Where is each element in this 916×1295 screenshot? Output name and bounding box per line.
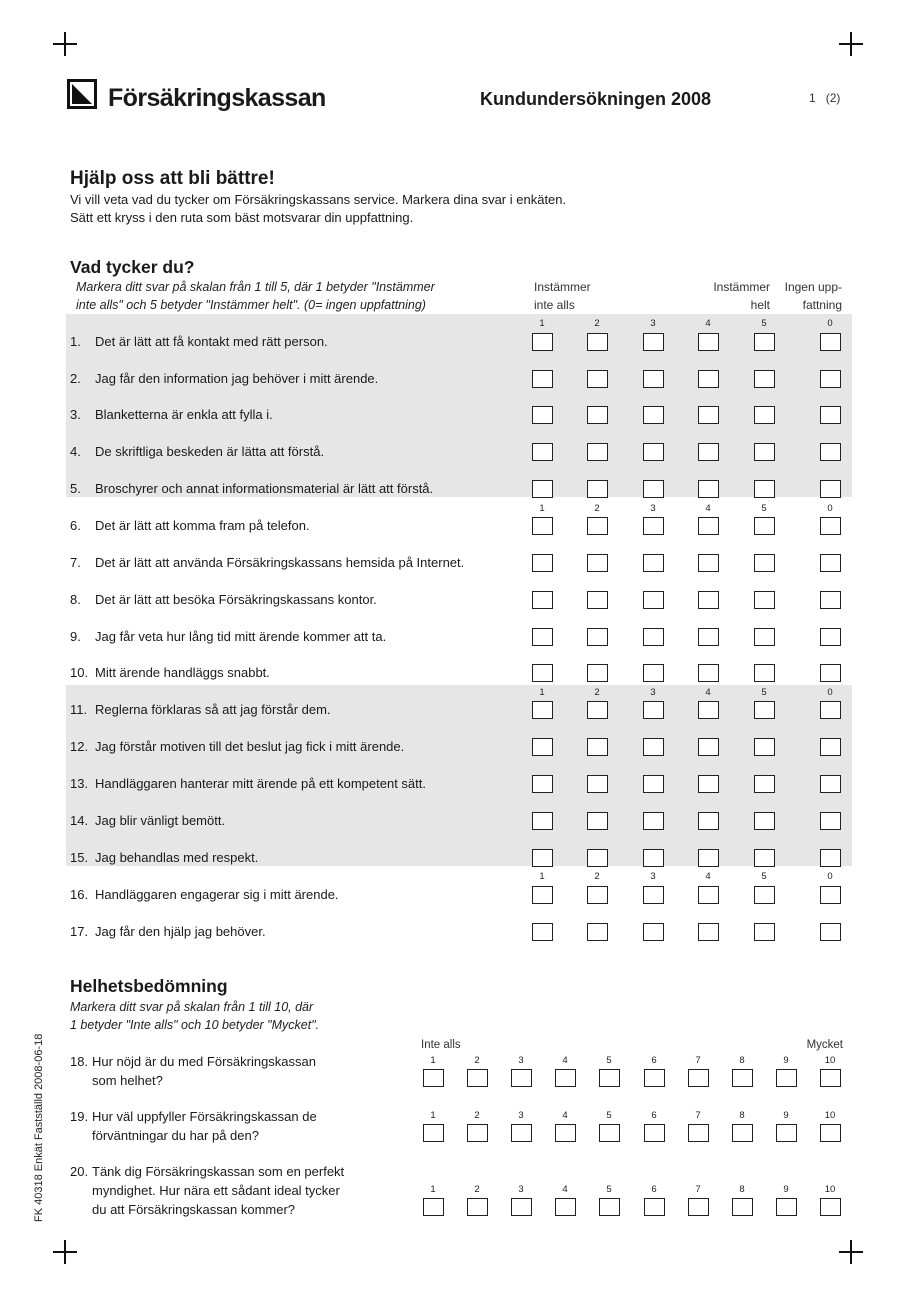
answer-checkbox-q9-option-5[interactable] bbox=[754, 628, 775, 646]
scale-number: 10 bbox=[824, 1110, 836, 1121]
answer-checkbox-q20-option-7[interactable] bbox=[688, 1198, 709, 1216]
answer-checkbox-q20-option-10[interactable] bbox=[820, 1198, 841, 1216]
scale-number: 3 bbox=[650, 687, 656, 698]
answer-checkbox-q10-option-2[interactable] bbox=[587, 664, 608, 682]
question-number: 7. bbox=[70, 555, 81, 570]
question-text: Jag får den information jag behöver i mitt ärende. bbox=[95, 371, 379, 386]
answer-checkbox-q13-option-2[interactable] bbox=[587, 775, 608, 793]
scale-number: 1 bbox=[430, 1110, 436, 1121]
answer-checkbox-q18-option-2[interactable] bbox=[467, 1069, 488, 1087]
question-text: Det är lätt att använda Försäkringskassans hemsida på Internet. bbox=[95, 555, 465, 570]
question-row bbox=[70, 850, 258, 865]
answer-checkbox-q11-option-0[interactable] bbox=[820, 701, 841, 719]
logo-text: Försäkringskassan bbox=[108, 84, 326, 112]
scale-number: 7 bbox=[695, 1055, 701, 1066]
question-number: 10. bbox=[70, 665, 89, 680]
question-number: 8. bbox=[70, 592, 81, 607]
question-number: 3. bbox=[70, 407, 81, 422]
scale-number: 5 bbox=[761, 871, 767, 882]
scale-label-none bbox=[772, 278, 842, 314]
answer-checkbox-q19-option-1[interactable] bbox=[423, 1124, 444, 1142]
scale-number: 3 bbox=[650, 318, 656, 329]
answer-checkbox-q8-option-0[interactable] bbox=[820, 591, 841, 609]
answer-checkbox-q18-option-9[interactable] bbox=[776, 1069, 797, 1087]
answer-checkbox-q19-option-2[interactable] bbox=[467, 1124, 488, 1142]
scale-number: 3 bbox=[650, 503, 656, 514]
question-text: myndighet. Hur nära ett sådant ideal tycker bbox=[92, 1183, 340, 1198]
answer-checkbox-q4-option-4[interactable] bbox=[698, 443, 719, 461]
answer-checkbox-q12-option-3[interactable] bbox=[643, 738, 664, 756]
question-block bbox=[70, 1052, 316, 1090]
logo-icon bbox=[67, 79, 97, 109]
answer-checkbox-q4-option-2[interactable] bbox=[587, 443, 608, 461]
answer-checkbox-q9-option-1[interactable] bbox=[532, 628, 553, 646]
instruction-line: Markera ditt svar på skalan från 1 till 10, där bbox=[70, 1000, 314, 1014]
answer-checkbox-q12-option-2[interactable] bbox=[587, 738, 608, 756]
scale-number: 1 bbox=[539, 687, 545, 698]
answer-checkbox-q16-option-1[interactable] bbox=[532, 886, 553, 904]
answer-checkbox-q19-option-3[interactable] bbox=[511, 1124, 532, 1142]
answer-checkbox-q2-option-2[interactable] bbox=[587, 370, 608, 388]
answer-checkbox-q8-option-4[interactable] bbox=[698, 591, 719, 609]
question-number: 14. bbox=[70, 813, 89, 828]
answer-checkbox-q5-option-5[interactable] bbox=[754, 480, 775, 498]
scale-number: 2 bbox=[474, 1055, 480, 1066]
scale-number: 4 bbox=[705, 687, 711, 698]
answer-checkbox-q16-option-3[interactable] bbox=[643, 886, 664, 904]
answer-checkbox-q12-option-4[interactable] bbox=[698, 738, 719, 756]
scale-number: 9 bbox=[783, 1055, 789, 1066]
answer-checkbox-q1-option-3[interactable] bbox=[643, 333, 664, 351]
answer-checkbox-q3-option-1[interactable] bbox=[532, 406, 553, 424]
question-row bbox=[70, 518, 310, 533]
question-text: förväntningar du har på den? bbox=[92, 1128, 259, 1143]
scale-number: 6 bbox=[651, 1184, 657, 1195]
section-instruction bbox=[76, 278, 435, 314]
question-text: Blanketterna är enkla att fylla i. bbox=[95, 407, 273, 422]
question-text: Reglerna förklaras så att jag förstår dem. bbox=[95, 702, 331, 717]
scale-number: 2 bbox=[594, 687, 600, 698]
answer-checkbox-q14-option-0[interactable] bbox=[820, 812, 841, 830]
scale-number: 0 bbox=[827, 687, 833, 698]
intro-line: Vi vill veta vad du tycker om Försäkringskassans service. Markera dina svar i enkäten. bbox=[70, 192, 567, 207]
intro-text bbox=[70, 191, 566, 227]
question-number: 2. bbox=[70, 371, 81, 386]
answer-checkbox-q14-option-3[interactable] bbox=[643, 812, 664, 830]
answer-checkbox-q11-option-2[interactable] bbox=[587, 701, 608, 719]
answer-checkbox-q19-option-7[interactable] bbox=[688, 1124, 709, 1142]
answer-checkbox-q6-option-5[interactable] bbox=[754, 517, 775, 535]
answer-checkbox-q8-option-2[interactable] bbox=[587, 591, 608, 609]
scale-number: 2 bbox=[474, 1184, 480, 1195]
scale-number: 6 bbox=[651, 1110, 657, 1121]
page-number: 1 bbox=[809, 91, 816, 105]
section-heading-opinion: Vad tycker du? bbox=[70, 257, 195, 277]
question-line bbox=[70, 1126, 317, 1145]
question-number: 5. bbox=[70, 481, 81, 496]
scale-label-line: helt bbox=[750, 298, 770, 312]
answer-checkbox-q14-option-5[interactable] bbox=[754, 812, 775, 830]
answer-checkbox-q10-option-5[interactable] bbox=[754, 664, 775, 682]
section-heading-overall: Helhetsbedömning bbox=[70, 976, 228, 996]
answer-checkbox-q20-option-1[interactable] bbox=[423, 1198, 444, 1216]
answer-checkbox-q7-option-2[interactable] bbox=[587, 554, 608, 572]
answer-checkbox-q18-option-1[interactable] bbox=[423, 1069, 444, 1087]
answer-checkbox-q18-option-3[interactable] bbox=[511, 1069, 532, 1087]
answer-checkbox-q15-option-5[interactable] bbox=[754, 849, 775, 867]
question-number: 20. bbox=[70, 1164, 89, 1179]
scale-number: 3 bbox=[518, 1055, 524, 1066]
answer-checkbox-q12-option-0[interactable] bbox=[820, 738, 841, 756]
question-text: De skriftliga beskeden är lätta att förstå. bbox=[95, 444, 325, 459]
scale-number: 7 bbox=[695, 1184, 701, 1195]
crop-mark-top-left bbox=[53, 32, 77, 56]
scale-number: 4 bbox=[705, 871, 711, 882]
question-block bbox=[70, 1162, 344, 1219]
answer-checkbox-q15-option-2[interactable] bbox=[587, 849, 608, 867]
question-number: 13. bbox=[70, 776, 89, 791]
answer-checkbox-q10-option-1[interactable] bbox=[532, 664, 553, 682]
answer-checkbox-q2-option-0[interactable] bbox=[820, 370, 841, 388]
scale-number: 2 bbox=[594, 503, 600, 514]
answer-checkbox-q8-option-5[interactable] bbox=[754, 591, 775, 609]
question-row bbox=[70, 407, 273, 422]
answer-checkbox-q15-option-1[interactable] bbox=[532, 849, 553, 867]
question-row bbox=[70, 739, 404, 754]
answer-checkbox-q16-option-4[interactable] bbox=[698, 886, 719, 904]
scale-number: 8 bbox=[739, 1110, 745, 1121]
question-row bbox=[70, 555, 464, 570]
answer-checkbox-q13-option-3[interactable] bbox=[643, 775, 664, 793]
answer-checkbox-q7-option-5[interactable] bbox=[754, 554, 775, 572]
scale-label-line: inte alls bbox=[534, 298, 575, 312]
scale-label-low bbox=[534, 278, 591, 314]
answer-checkbox-q5-option-2[interactable] bbox=[587, 480, 608, 498]
scale-number: 5 bbox=[606, 1055, 612, 1066]
scale-number: 8 bbox=[739, 1184, 745, 1195]
scale-number: 5 bbox=[606, 1184, 612, 1195]
answer-checkbox-q11-option-4[interactable] bbox=[698, 701, 719, 719]
scale-number: 8 bbox=[739, 1055, 745, 1066]
scale-number: 4 bbox=[562, 1110, 568, 1121]
scale-number: 4 bbox=[705, 318, 711, 329]
answer-checkbox-q4-option-1[interactable] bbox=[532, 443, 553, 461]
question-row bbox=[70, 334, 328, 349]
question-text: Jag blir vänligt bemött. bbox=[95, 813, 226, 828]
page-total: (2) bbox=[825, 91, 841, 105]
instruction-line: inte alls" och 5 betyder "Instämmer helt". (0= ingen uppfattning) bbox=[76, 298, 426, 312]
scale-number: 2 bbox=[594, 318, 600, 329]
answer-checkbox-q9-option-4[interactable] bbox=[698, 628, 719, 646]
answer-checkbox-q15-option-4[interactable] bbox=[698, 849, 719, 867]
answer-checkbox-q19-option-9[interactable] bbox=[776, 1124, 797, 1142]
question-text: Det är lätt att besöka Försäkringskassans kontor. bbox=[95, 592, 377, 607]
question-text: Hur nöjd är du med Försäkringskassan bbox=[92, 1054, 316, 1069]
answer-checkbox-q8-option-3[interactable] bbox=[643, 591, 664, 609]
question-text: Det är lätt att få kontakt med rätt person. bbox=[95, 334, 328, 349]
crop-mark-top-right bbox=[839, 32, 863, 56]
answer-checkbox-q13-option-4[interactable] bbox=[698, 775, 719, 793]
answer-checkbox-q19-option-5[interactable] bbox=[599, 1124, 620, 1142]
scale-number: 4 bbox=[562, 1184, 568, 1195]
scale-number: 5 bbox=[761, 503, 767, 514]
answer-checkbox-q17-option-4[interactable] bbox=[698, 923, 719, 941]
scale-label-line: Instämmer bbox=[713, 280, 770, 294]
question-line bbox=[70, 1162, 344, 1181]
document-title: Kundundersökningen 2008 bbox=[480, 89, 712, 109]
answer-checkbox-q1-option-0[interactable] bbox=[820, 333, 841, 351]
answer-checkbox-q20-option-6[interactable] bbox=[644, 1198, 665, 1216]
question-number: 9. bbox=[70, 629, 81, 644]
answer-checkbox-q1-option-4[interactable] bbox=[698, 333, 719, 351]
question-number: 4. bbox=[70, 444, 81, 459]
answer-checkbox-q5-option-0[interactable] bbox=[820, 480, 841, 498]
question-line bbox=[70, 1107, 317, 1126]
answer-checkbox-q3-option-0[interactable] bbox=[820, 406, 841, 424]
answer-checkbox-q20-option-2[interactable] bbox=[467, 1198, 488, 1216]
answer-checkbox-q18-option-10[interactable] bbox=[820, 1069, 841, 1087]
question-block bbox=[70, 1107, 317, 1145]
scale-label-line: fattning bbox=[802, 298, 842, 312]
scale-number: 0 bbox=[827, 871, 833, 882]
answer-checkbox-q5-option-4[interactable] bbox=[698, 480, 719, 498]
answer-checkbox-q12-option-5[interactable] bbox=[754, 738, 775, 756]
answer-checkbox-q10-option-3[interactable] bbox=[643, 664, 664, 682]
question-text: Broschyrer och annat informationsmaterial är lätt att förstå. bbox=[95, 481, 434, 496]
scale-number: 5 bbox=[606, 1110, 612, 1121]
question-text: Tänk dig Försäkringskassan som en perfekt bbox=[92, 1164, 345, 1179]
question-number: 16. bbox=[70, 887, 89, 902]
answer-checkbox-q6-option-3[interactable] bbox=[643, 517, 664, 535]
scale-number: 7 bbox=[695, 1110, 701, 1121]
answer-checkbox-q11-option-1[interactable] bbox=[532, 701, 553, 719]
question-number: 17. bbox=[70, 924, 89, 939]
crop-mark-bottom-left bbox=[53, 1240, 77, 1264]
scale-label-line: Instämmer bbox=[534, 280, 591, 294]
question-text: Jag får veta hur lång tid mitt ärende kommer att ta. bbox=[95, 629, 387, 644]
question-text: Handläggaren hanterar mitt ärende på ett kompetent sätt. bbox=[95, 776, 426, 791]
question-row bbox=[70, 371, 378, 386]
question-row bbox=[70, 702, 331, 717]
answer-checkbox-q6-option-4[interactable] bbox=[698, 517, 719, 535]
answer-checkbox-q6-option-0[interactable] bbox=[820, 517, 841, 535]
answer-checkbox-q20-option-3[interactable] bbox=[511, 1198, 532, 1216]
answer-checkbox-q16-option-5[interactable] bbox=[754, 886, 775, 904]
instruction-line: 1 betyder "Inte alls" och 10 betyder "Mycket". bbox=[70, 1018, 320, 1032]
answer-checkbox-q17-option-3[interactable] bbox=[643, 923, 664, 941]
scale-number: 3 bbox=[518, 1184, 524, 1195]
question-number: 19. bbox=[70, 1109, 89, 1124]
question-text: Jag behandlas med respekt. bbox=[95, 850, 259, 865]
answer-checkbox-q16-option-2[interactable] bbox=[587, 886, 608, 904]
section-instruction bbox=[70, 998, 319, 1034]
scale-number: 5 bbox=[761, 318, 767, 329]
scale-number: 0 bbox=[827, 318, 833, 329]
answer-checkbox-q4-option-5[interactable] bbox=[754, 443, 775, 461]
answer-checkbox-q11-option-3[interactable] bbox=[643, 701, 664, 719]
question-text: Hur väl uppfyller Försäkringskassan de bbox=[92, 1109, 317, 1124]
scale-label-low: Inte alls bbox=[421, 1039, 461, 1051]
answer-checkbox-q9-option-2[interactable] bbox=[587, 628, 608, 646]
question-text: Handläggaren engagerar sig i mitt ärende. bbox=[95, 887, 339, 902]
answer-checkbox-q14-option-2[interactable] bbox=[587, 812, 608, 830]
answer-checkbox-q13-option-1[interactable] bbox=[532, 775, 553, 793]
scale-number: 9 bbox=[783, 1184, 789, 1195]
answer-checkbox-q4-option-0[interactable] bbox=[820, 443, 841, 461]
answer-checkbox-q10-option-0[interactable] bbox=[820, 664, 841, 682]
answer-checkbox-q6-option-2[interactable] bbox=[587, 517, 608, 535]
answer-checkbox-q2-option-4[interactable] bbox=[698, 370, 719, 388]
answer-checkbox-q14-option-1[interactable] bbox=[532, 812, 553, 830]
question-row bbox=[70, 813, 225, 828]
answer-checkbox-q5-option-1[interactable] bbox=[532, 480, 553, 498]
question-number: 11. bbox=[70, 702, 88, 717]
question-text: Jag förstår motiven till det beslut jag fick i mitt ärende. bbox=[95, 739, 405, 754]
answer-checkbox-q5-option-3[interactable] bbox=[643, 480, 664, 498]
question-text: Mitt ärende handläggs snabbt. bbox=[95, 665, 270, 680]
question-row bbox=[70, 444, 324, 459]
scale-number: 3 bbox=[650, 871, 656, 882]
scale-label-line: Ingen upp- bbox=[784, 280, 842, 294]
question-row bbox=[70, 776, 426, 791]
answer-checkbox-q19-option-6[interactable] bbox=[644, 1124, 665, 1142]
scale-number: 10 bbox=[824, 1055, 836, 1066]
answer-checkbox-q20-option-8[interactable] bbox=[732, 1198, 753, 1216]
answer-checkbox-q13-option-0[interactable] bbox=[820, 775, 841, 793]
answer-checkbox-q2-option-5[interactable] bbox=[754, 370, 775, 388]
question-number: 6. bbox=[70, 518, 81, 533]
answer-checkbox-q18-option-4[interactable] bbox=[555, 1069, 576, 1087]
answer-checkbox-q11-option-5[interactable] bbox=[754, 701, 775, 719]
scale-number: 3 bbox=[518, 1110, 524, 1121]
answer-checkbox-q3-option-4[interactable] bbox=[698, 406, 719, 424]
scale-number: 1 bbox=[539, 318, 545, 329]
answer-checkbox-q18-option-7[interactable] bbox=[688, 1069, 709, 1087]
answer-checkbox-q20-option-4[interactable] bbox=[555, 1198, 576, 1216]
scale-number: 1 bbox=[539, 871, 545, 882]
question-line bbox=[70, 1200, 344, 1219]
page-indicator bbox=[809, 91, 840, 105]
question-row bbox=[70, 887, 339, 902]
question-text: Jag får den hjälp jag behöver. bbox=[95, 924, 266, 939]
answer-checkbox-q20-option-9[interactable] bbox=[776, 1198, 797, 1216]
answer-checkbox-q13-option-5[interactable] bbox=[754, 775, 775, 793]
answer-checkbox-q2-option-1[interactable] bbox=[532, 370, 553, 388]
instruction-line: Markera ditt svar på skalan från 1 till 5, där 1 betyder "Instämmer bbox=[76, 280, 435, 294]
answer-checkbox-q9-option-3[interactable] bbox=[643, 628, 664, 646]
answer-checkbox-q2-option-3[interactable] bbox=[643, 370, 664, 388]
answer-checkbox-q4-option-3[interactable] bbox=[643, 443, 664, 461]
answer-checkbox-q3-option-3[interactable] bbox=[643, 406, 664, 424]
question-number: 18. bbox=[70, 1054, 89, 1069]
answer-checkbox-q15-option-3[interactable] bbox=[643, 849, 664, 867]
question-text: du att Försäkringskassan kommer? bbox=[92, 1202, 296, 1217]
intro-heading: Hjälp oss att bli bättre! bbox=[70, 168, 275, 189]
answer-checkbox-q3-option-2[interactable] bbox=[587, 406, 608, 424]
answer-checkbox-q6-option-1[interactable] bbox=[532, 517, 553, 535]
question-number: 12. bbox=[70, 739, 89, 754]
scale-number: 1 bbox=[430, 1055, 436, 1066]
answer-checkbox-q20-option-5[interactable] bbox=[599, 1198, 620, 1216]
answer-checkbox-q19-option-4[interactable] bbox=[555, 1124, 576, 1142]
question-number: 15. bbox=[70, 850, 89, 865]
answer-checkbox-q19-option-10[interactable] bbox=[820, 1124, 841, 1142]
form-id-text: FK 40318 Enkät Fastställd 2008-06-18 bbox=[33, 1033, 45, 1222]
question-row bbox=[70, 629, 386, 644]
answer-checkbox-q10-option-4[interactable] bbox=[698, 664, 719, 682]
scale-number: 0 bbox=[827, 503, 833, 514]
answer-checkbox-q8-option-1[interactable] bbox=[532, 591, 553, 609]
answer-checkbox-q17-option-1[interactable] bbox=[532, 923, 553, 941]
answer-checkbox-q18-option-8[interactable] bbox=[732, 1069, 753, 1087]
answer-checkbox-q16-option-0[interactable] bbox=[820, 886, 841, 904]
answer-checkbox-q17-option-2[interactable] bbox=[587, 923, 608, 941]
question-line bbox=[70, 1052, 316, 1071]
answer-checkbox-q18-option-6[interactable] bbox=[644, 1069, 665, 1087]
scale-label-high: Mycket bbox=[806, 1039, 843, 1051]
answer-checkbox-q1-option-5[interactable] bbox=[754, 333, 775, 351]
answer-checkbox-q7-option-4[interactable] bbox=[698, 554, 719, 572]
scale-number: 4 bbox=[562, 1055, 568, 1066]
answer-checkbox-q7-option-0[interactable] bbox=[820, 554, 841, 572]
question-row bbox=[70, 481, 433, 496]
answer-checkbox-q7-option-3[interactable] bbox=[643, 554, 664, 572]
question-line bbox=[70, 1181, 344, 1200]
question-text: som helhet? bbox=[92, 1073, 163, 1088]
question-row bbox=[70, 592, 377, 607]
answer-checkbox-q1-option-2[interactable] bbox=[587, 333, 608, 351]
scale-number: 10 bbox=[824, 1184, 836, 1195]
question-line bbox=[70, 1071, 316, 1090]
question-number: 1. bbox=[70, 334, 81, 349]
answer-checkbox-q7-option-1[interactable] bbox=[532, 554, 553, 572]
question-row bbox=[70, 924, 266, 939]
answer-checkbox-q14-option-4[interactable] bbox=[698, 812, 719, 830]
scale-number: 4 bbox=[705, 503, 711, 514]
answer-checkbox-q17-option-0[interactable] bbox=[820, 923, 841, 941]
scale-number: 9 bbox=[783, 1110, 789, 1121]
answer-checkbox-q18-option-5[interactable] bbox=[599, 1069, 620, 1087]
scale-number: 5 bbox=[761, 687, 767, 698]
scale-number: 6 bbox=[651, 1055, 657, 1066]
answer-checkbox-q15-option-0[interactable] bbox=[820, 849, 841, 867]
scale-number: 2 bbox=[594, 871, 600, 882]
scale-number: 1 bbox=[430, 1184, 436, 1195]
answer-checkbox-q9-option-0[interactable] bbox=[820, 628, 841, 646]
question-row bbox=[70, 665, 270, 680]
intro-line: Sätt ett kryss i den ruta som bäst motsvarar din uppfattning. bbox=[70, 210, 414, 225]
answer-checkbox-q3-option-5[interactable] bbox=[754, 406, 775, 424]
answer-checkbox-q12-option-1[interactable] bbox=[532, 738, 553, 756]
question-text: Det är lätt att komma fram på telefon. bbox=[95, 518, 310, 533]
scale-label-high bbox=[700, 278, 770, 314]
crop-mark-bottom-right bbox=[839, 1240, 863, 1264]
answer-checkbox-q1-option-1[interactable] bbox=[532, 333, 553, 351]
scale-number: 2 bbox=[474, 1110, 480, 1121]
answer-checkbox-q19-option-8[interactable] bbox=[732, 1124, 753, 1142]
answer-checkbox-q17-option-5[interactable] bbox=[754, 923, 775, 941]
scale-number: 1 bbox=[539, 503, 545, 514]
